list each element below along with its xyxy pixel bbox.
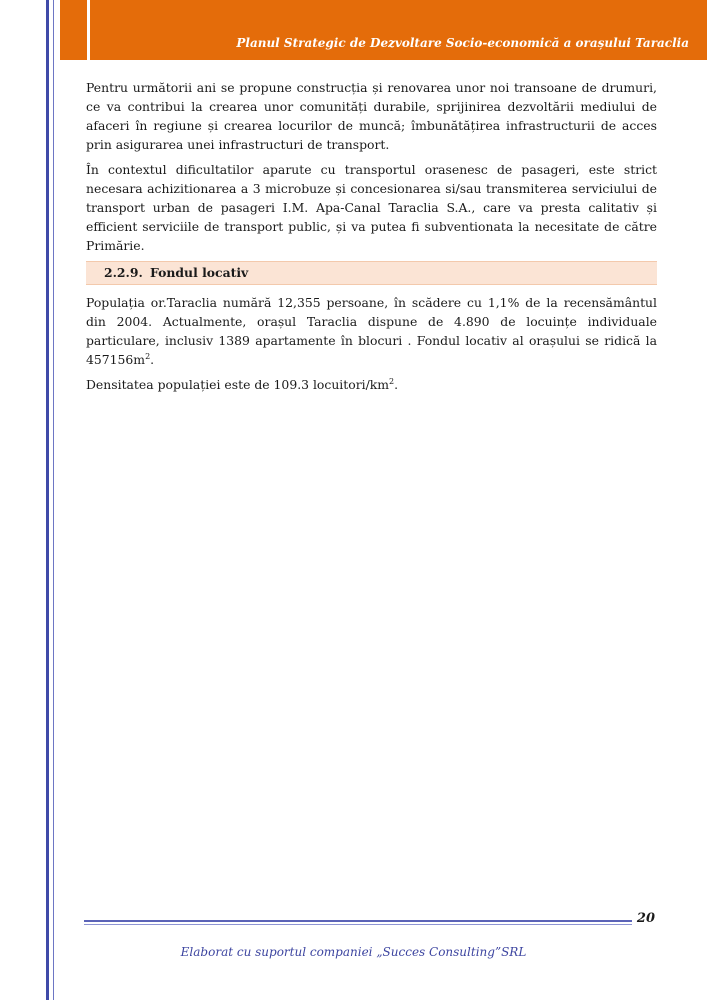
paragraph-roads: Pentru următorii ani se propune construcția și renovarea unor noi transoane de drumuri, ce va contribui la crearea unor comunități durabile, sprijinirea dezvoltării mediului de afaceri în regiune și crearea locurilor de muncă; îmbunătățirea infrastructurii de acces prin asigurarea unei infrastructuri de transport. [86,80,657,152]
page-number: 20 [636,911,655,926]
population-text-end: . [150,352,155,367]
header-divider [87,0,90,60]
paragraph-density [86,375,657,394]
density-text: Densitatea populației este de 109.3 locuitori/km [86,377,390,392]
section-heading [86,261,657,285]
page-content [86,78,657,400]
footer-rule [84,920,632,922]
section-number: 2.2.9. [104,265,143,280]
paragraph-transport: În contextul dificultatilor aparute cu transportul orasenesc de pasageri, este strict necesara achizitionarea a 3 microbuze și concesionarea si/sau transmiterea serviciului de transport urban de pasageri I.M. Apa-Canal Taraclia S.A., care va presta calitativ și efficient serviciile de transport public, și va putea fi subventionata la necesitate de către Primărie. [86,162,657,253]
footer-credit: Elaborat cu suportul companiei „Succes Consulting”SRL [180,945,527,959]
superscript: 2 [389,376,395,386]
left-margin-rule [46,0,49,1000]
header-band [60,0,707,60]
density-text-end: . [394,377,399,392]
document-title: Planul Strategic de Dezvoltare Socio-economică a orașului Taraclia [236,36,689,50]
footer-rule-thin [84,924,632,925]
paragraph-population [86,293,657,369]
section-title: Fondul locativ [150,265,249,280]
superscript: 2 [145,351,151,361]
left-margin-rule-thin [53,0,54,1000]
population-text: Populația or.Taraclia numără 12,355 persoane, în scădere cu 1,1% de la recensământul din 2004. Actualmente, orașul Taraclia dispune de 4.890 de locuințe individuale particulare, inclusiv 1389 apartamente în blocuri . Fondul locativ al orașului se ridică la 457156m [86,295,657,367]
